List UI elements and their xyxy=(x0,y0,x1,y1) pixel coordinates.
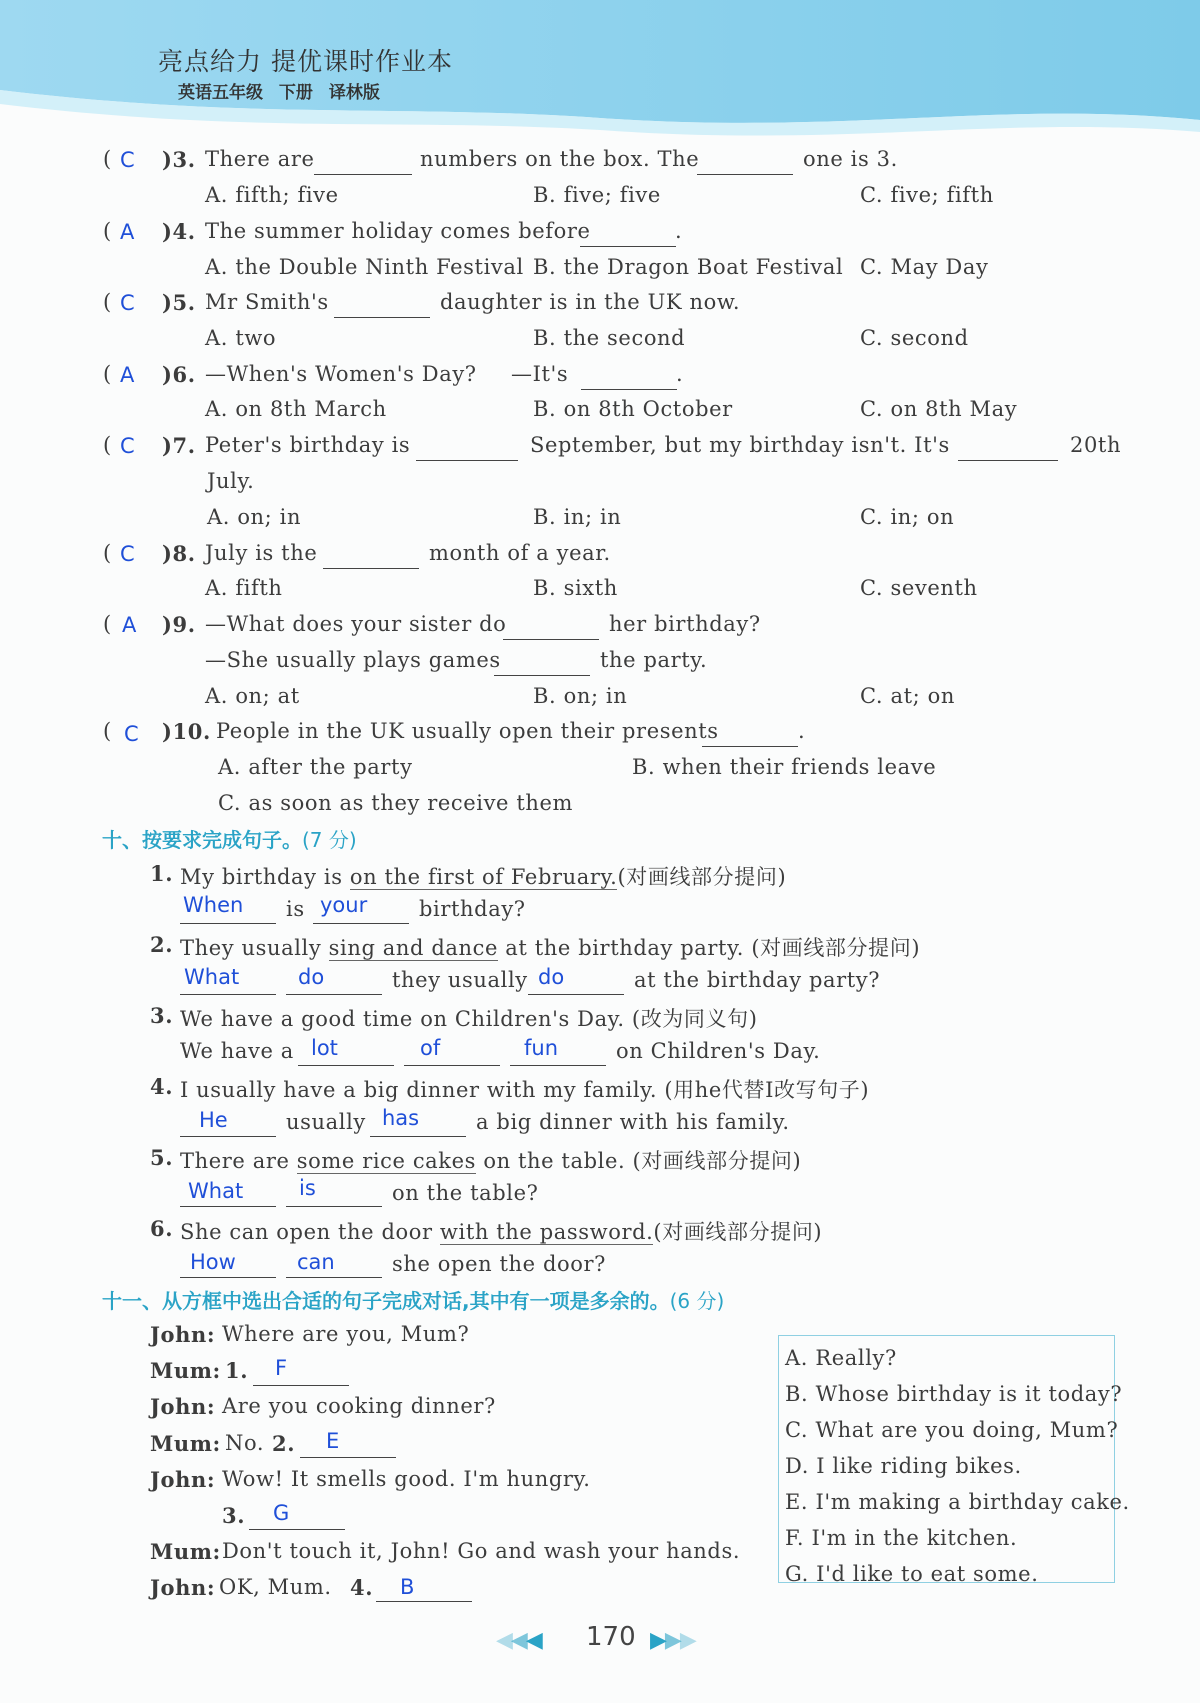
box-option: C. What are you doing, Mum? xyxy=(785,1418,1119,1442)
answer-word: has xyxy=(382,1106,420,1130)
option-a: A. on; at xyxy=(205,684,300,708)
option-a: A. after the party xyxy=(218,755,413,779)
option-b: B. when their friends leave xyxy=(632,755,937,779)
speaker: John: xyxy=(150,1394,216,1419)
answer-word: of xyxy=(420,1036,441,1060)
sentence-text: at the birthday party? xyxy=(634,968,881,992)
section-11-heading xyxy=(102,1285,724,1314)
book-title: 亮点给力 提优课时作业本 xyxy=(158,47,453,76)
speaker: Mum: xyxy=(150,1431,221,1456)
answer-blank xyxy=(253,1385,349,1386)
options-box xyxy=(778,1335,1130,1586)
question-text: —She usually plays games xyxy=(205,648,501,672)
option-b: B. sixth xyxy=(533,576,618,600)
dialogue-line: Don't touch it, John! Go and wash your hands. xyxy=(222,1539,741,1563)
question-text: month of a year. xyxy=(429,541,611,565)
box-option: D. I like riding bikes. xyxy=(785,1454,1022,1478)
answer-blank xyxy=(180,923,276,924)
option-b: B. the second xyxy=(533,326,686,350)
paren-open: ( xyxy=(103,219,112,243)
sentence-text: We have a good time on Children's Day. (改为同义句) xyxy=(180,1007,758,1031)
left-arrows-icon: ◀◀◀ xyxy=(496,1628,541,1653)
sentence-text: on Children's Day. xyxy=(616,1039,821,1063)
option-c: C. as soon as they receive them xyxy=(218,791,574,815)
answer-word: lot xyxy=(311,1036,338,1060)
answer-word: your xyxy=(320,893,368,917)
option-a: A. fifth xyxy=(205,576,283,600)
answer-blank xyxy=(510,1065,606,1066)
question-number: )10. xyxy=(162,719,211,744)
item-number: 3. xyxy=(150,1003,174,1028)
item-sentence xyxy=(180,1216,822,1246)
option-a: A. on; in xyxy=(207,505,302,529)
answer-word: How xyxy=(190,1250,236,1274)
instruction: on the table. (对画线部分提问) xyxy=(476,1149,802,1173)
answer-mark: C xyxy=(120,434,135,458)
page-number: 170 xyxy=(586,1622,636,1652)
option-b: B. the Dragon Boat Festival xyxy=(533,255,844,279)
sentence-text: she open the door? xyxy=(392,1252,607,1276)
dialogue-line: Where are you, Mum? xyxy=(222,1322,470,1346)
underlined-phrase: some rice cakes xyxy=(296,1149,477,1173)
answer-word: do xyxy=(538,965,565,989)
option-a: A. fifth; five xyxy=(205,183,339,207)
question-text: The summer holiday comes before xyxy=(205,219,591,243)
underlined-phrase: with the password. xyxy=(439,1220,654,1244)
underlined-phrase: on the first of February. xyxy=(349,865,618,889)
answer-letter: B xyxy=(400,1575,415,1599)
section-title: 十一、从方框中选出合适的句子完成对话,其中有一项是多余的。 xyxy=(102,1289,670,1313)
paren-open: ( xyxy=(103,290,112,314)
answer-blank xyxy=(313,923,409,924)
question-text: Peter's birthday is xyxy=(205,433,411,457)
answer-blank xyxy=(286,994,382,995)
dialogue-line: Are you cooking dinner? xyxy=(222,1394,496,1418)
dialogue-line: Wow! It smells good. I'm hungry. xyxy=(222,1467,591,1491)
page-header xyxy=(0,0,1200,150)
paren-open: ( xyxy=(103,147,112,171)
answer-blank xyxy=(249,1529,345,1530)
answer-blank xyxy=(286,1277,382,1278)
sentence-text: is xyxy=(286,897,305,921)
paren-open: ( xyxy=(103,719,112,743)
speaker: Mum: xyxy=(150,1358,221,1383)
instruction: (对画线部分提问) xyxy=(617,865,787,889)
answer-mark: C xyxy=(120,148,135,172)
instruction: at the birthday party. (对画线部分提问) xyxy=(498,936,921,960)
paren-open: ( xyxy=(103,362,112,386)
item-sentence xyxy=(180,932,920,962)
sentence-text: She can open the door xyxy=(180,1220,440,1244)
section-points: (7 分) xyxy=(302,828,357,852)
section-points: (6 分) xyxy=(669,1289,725,1313)
answer-blank xyxy=(376,1601,472,1602)
blank-number: 3. xyxy=(222,1503,246,1528)
speaker: Mum: xyxy=(150,1539,221,1564)
sentence-text: They usually xyxy=(180,936,329,960)
option-c: C. at; on xyxy=(860,684,955,708)
answer-blank xyxy=(494,675,590,676)
answer-mark: A xyxy=(120,220,135,244)
answer-blank xyxy=(958,460,1058,461)
sentence-text: on the table? xyxy=(392,1181,539,1205)
option-c: C. five; fifth xyxy=(860,183,994,207)
question-text: —It's xyxy=(511,362,569,386)
question-number: )7. xyxy=(162,433,196,458)
blank-number: 4. xyxy=(350,1575,374,1600)
sentence-text: birthday? xyxy=(419,897,526,921)
answer-blank xyxy=(404,1065,500,1066)
question-number: )4. xyxy=(162,219,196,244)
question-text: There are xyxy=(205,147,315,171)
blank-number: 1. xyxy=(225,1358,249,1383)
instruction: (对画线部分提问) xyxy=(653,1220,823,1244)
option-c: C. seventh xyxy=(860,576,978,600)
option-c: C. on 8th May xyxy=(860,397,1018,421)
sentence-text: We have a xyxy=(180,1039,294,1063)
answer-word: fun xyxy=(524,1036,559,1060)
answer-blank xyxy=(702,746,798,747)
option-c: C. May Day xyxy=(860,255,989,279)
dialogue-line: No. xyxy=(225,1431,265,1455)
question-text: . xyxy=(675,219,683,243)
item-number: 2. xyxy=(150,932,174,957)
answer-word: is xyxy=(299,1176,316,1200)
section-title: 十、按要求完成句子。 xyxy=(102,828,302,852)
answer-letter: E xyxy=(326,1429,340,1453)
question-text: her birthday? xyxy=(609,612,761,636)
question-number: )5. xyxy=(162,290,196,315)
question-text: —What does your sister do xyxy=(205,612,507,636)
option-b: B. on 8th October xyxy=(533,397,733,421)
answer-blank xyxy=(180,994,276,995)
question-text: 20th xyxy=(1070,433,1122,457)
answer-blank xyxy=(528,994,624,995)
item-number: 1. xyxy=(150,861,174,886)
paren-open: ( xyxy=(103,433,112,457)
answer-mark: C xyxy=(124,722,139,746)
paren-open: ( xyxy=(103,541,112,565)
speaker: John: xyxy=(150,1322,216,1347)
item-number: 6. xyxy=(150,1216,174,1241)
answer-blank xyxy=(286,1206,382,1207)
blank-number: 2. xyxy=(272,1431,296,1456)
answer-blank xyxy=(300,1457,396,1458)
question-text: numbers on the box. The xyxy=(420,147,700,171)
answer-blank xyxy=(180,1277,276,1278)
box-option: E. I'm making a birthday cake. xyxy=(785,1490,1130,1514)
question-number: )3. xyxy=(162,147,196,172)
item-sentence xyxy=(180,1145,801,1175)
question-text: . xyxy=(676,362,684,386)
answer-mark: C xyxy=(120,291,135,315)
question-text: daughter is in the UK now. xyxy=(440,290,741,314)
speaker: John: xyxy=(150,1575,216,1600)
answer-blank xyxy=(298,1065,394,1066)
answer-blank xyxy=(580,246,676,247)
question-text: September, but my birthday isn't. It's xyxy=(530,433,950,457)
option-b: B. on; in xyxy=(533,684,628,708)
question-text: the party. xyxy=(600,648,708,672)
answer-blank xyxy=(334,317,430,318)
question-text: one is 3. xyxy=(803,147,898,171)
item-number: 5. xyxy=(150,1145,174,1170)
speaker: John: xyxy=(150,1467,216,1492)
question-text: —When's Women's Day? xyxy=(205,362,477,386)
sentence-text: they usually xyxy=(392,968,528,992)
answer-mark: C xyxy=(120,542,135,566)
sentence-text: I usually have a big dinner with my family. (用he代替I改写句子) xyxy=(180,1078,870,1102)
answer-blank xyxy=(416,460,518,461)
answer-letter: F xyxy=(275,1356,288,1380)
question-number: )8. xyxy=(162,541,196,566)
answer-blank xyxy=(370,1136,466,1137)
answer-blank xyxy=(581,389,677,390)
box-option: F. I'm in the kitchen. xyxy=(785,1526,1018,1550)
option-a: A. on 8th March xyxy=(205,397,387,421)
question-number: )9. xyxy=(162,612,196,637)
item-number: 4. xyxy=(150,1074,174,1099)
answer-blank xyxy=(697,174,793,175)
answer-blank xyxy=(180,1206,276,1207)
box-option: A. Really? xyxy=(785,1346,897,1370)
paren-open: ( xyxy=(103,612,112,636)
option-a: A. two xyxy=(205,326,277,350)
option-b: B. in; in xyxy=(533,505,622,529)
option-a: A. the Double Ninth Festival xyxy=(205,255,524,279)
book-subtitle: 英语五年级 下册 译林版 xyxy=(178,83,380,103)
answer-mark: A xyxy=(120,363,135,387)
answer-word: do xyxy=(298,965,325,989)
answer-word: He xyxy=(199,1108,228,1132)
answer-blank xyxy=(314,174,412,175)
option-c: C. in; on xyxy=(860,505,955,529)
sentence-text: usually xyxy=(286,1110,366,1134)
right-arrows-icon: ▶▶▶ xyxy=(650,1628,695,1653)
option-b: B. five; five xyxy=(533,183,661,207)
option-c: C. second xyxy=(860,326,969,350)
answer-letter: G xyxy=(273,1501,290,1525)
answer-word: can xyxy=(297,1250,335,1274)
underlined-phrase: sing and dance xyxy=(328,936,499,960)
question-text: People in the UK usually open their presents xyxy=(216,719,719,743)
answer-word: When xyxy=(183,893,244,917)
answer-mark: A xyxy=(122,613,137,637)
box-option: B. Whose birthday is it today? xyxy=(785,1382,1123,1406)
answer-blank xyxy=(503,639,599,640)
question-number: )6. xyxy=(162,362,196,387)
answer-word: What xyxy=(184,965,240,989)
sentence-text: My birthday is xyxy=(180,865,350,889)
item-sentence xyxy=(180,861,786,891)
sentence-text: There are xyxy=(180,1149,297,1173)
question-text: July is the xyxy=(205,541,318,565)
section-10-heading xyxy=(102,824,357,853)
answer-blank xyxy=(323,568,419,569)
sentence-text: a big dinner with his family. xyxy=(476,1110,790,1134)
question-text: Mr Smith's xyxy=(205,290,329,314)
box-option: G. I'd like to eat some. xyxy=(785,1562,1039,1586)
answer-word: What xyxy=(188,1179,244,1203)
answer-blank xyxy=(180,1136,276,1137)
dialogue-line: OK, Mum. xyxy=(219,1575,332,1599)
question-text: July. xyxy=(207,469,255,493)
question-text: . xyxy=(798,719,806,743)
